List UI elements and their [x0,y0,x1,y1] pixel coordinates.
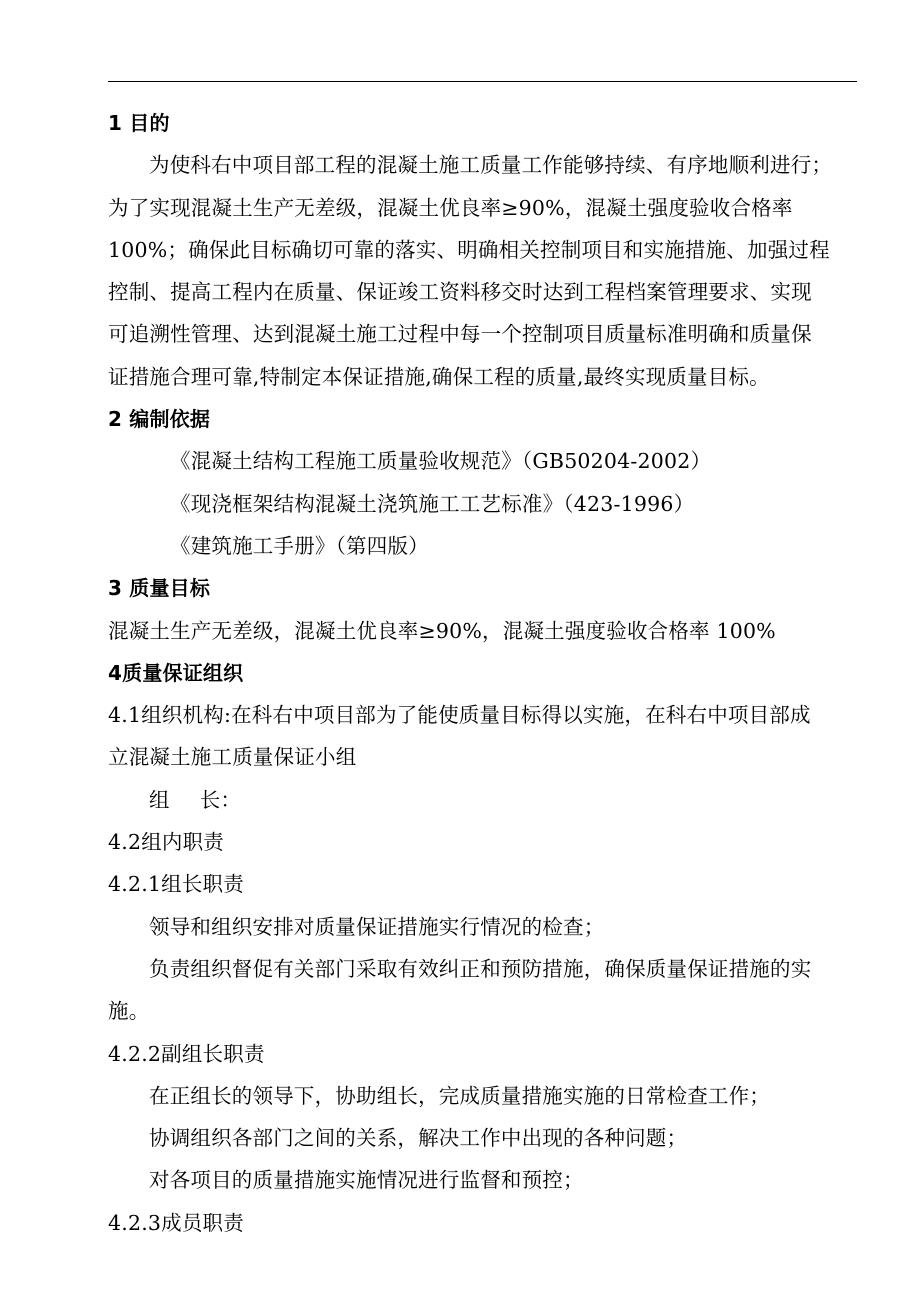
duty-item: 对各项目的质量措施实施情况进行监督和预控； [149,1168,584,1193]
header-rule [108,81,857,82]
paragraph-line: 100%；确保此目标确切可靠的落实、明确相关控制项目和实施措施、加强过程 [108,237,830,262]
section-heading-quality-target: 3 质量目标 [108,576,211,601]
duty-item: 协调组织各部门之间的关系，解决工作中出现的各种问题； [149,1126,688,1151]
section-heading-basis: 2 编制依据 [108,407,211,432]
duty-item: 领导和组织安排对质量保证措施实行情况的检查； [149,914,605,939]
paragraph-line: 控制、提高工程内在质量、保证竣工资料移交时达到工程档案管理要求、实现 [108,280,812,305]
paragraph-line: 证措施合理可靠,特制定本保证措施,确保工程的质量,最终实现质量目标。 [108,364,770,389]
subsection-title: 4.2组内职责 [108,830,225,855]
leader-label-char: 长： [199,787,242,812]
duty-item: 在正组长的领导下，协助组长，完成质量措施实施的日常检查工作； [149,1083,770,1108]
reference-item: 《现浇框架结构混凝土浇筑施工工艺标准》（423-1996） [170,491,695,516]
document-body [108,102,860,1244]
paragraph-line: 4.1组织机构:在科右中项目部为了能使质量目标得以实施，在科右中项目部成 [108,703,811,728]
leader-label-char: 组 [149,787,170,812]
duty-item-continuation: 施。 [108,999,150,1024]
paragraph-line: 立混凝土施工质量保证小组 [108,745,357,770]
leader-row [108,779,860,821]
paragraph-line: 为了实现混凝土生产无差级，混凝土优良率≥90%，混凝土强度验收合格率 [108,195,793,220]
subsection-title: 4.2.2副组长职责 [108,1041,265,1066]
reference-item: 《建筑施工手册》（第四版） [170,533,429,558]
paragraph-line: 可追溯性管理、达到混凝土施工过程中每一个控制项目质量标准明确和质量保 [108,322,812,347]
subsection-title: 4.2.3成员职责 [108,1210,244,1235]
section-heading-purpose: 1 目的 [108,111,170,135]
quality-target-text: 混凝土生产无差级，混凝土优良率≥90%，混凝土强度验收合格率 100% [108,618,776,643]
duty-item: 负责组织督促有关部门采取有效纠正和预防措施，确保质量保证措施的实 [149,956,812,981]
paragraph-line: 为使科右中项目部工程的混凝土施工质量工作能够持续、有序地顺利进行； [149,153,833,178]
subsection-title: 4.2.1组长职责 [108,872,244,897]
section-heading-organization: 4质量保证组织 [108,660,244,685]
reference-item: 《混凝土结构工程施工质量验收规范》（GB50204-2002） [170,449,712,474]
